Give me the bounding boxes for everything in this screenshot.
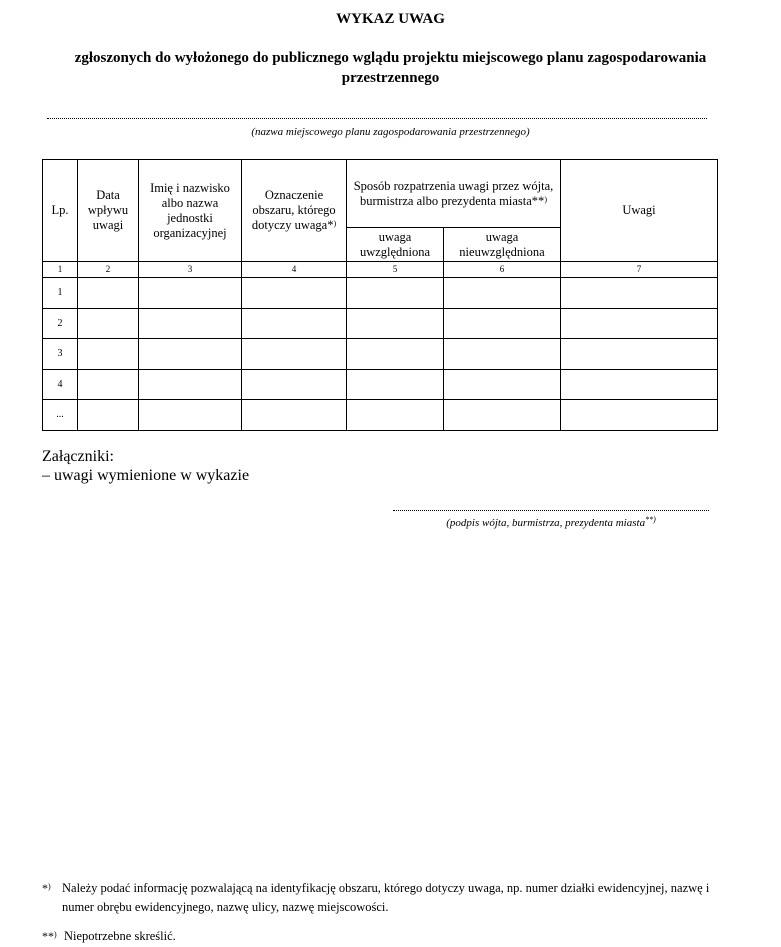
header-oznaczenie-text: Oznaczenie obszaru, którego dotyczy uwaga* xyxy=(251,188,336,232)
column-number: 4 xyxy=(242,262,347,278)
footnote-2-text: Niepotrzebne skreślić. xyxy=(64,929,176,943)
signature-caption-text: (podpis wójta, burmistrza, prezydenta miasta xyxy=(446,517,646,529)
attachments-label: Załączniki: xyxy=(42,448,114,465)
empty-cell xyxy=(78,278,139,309)
table-row xyxy=(43,339,718,370)
footnote-1-mark-sup: ) xyxy=(48,882,51,891)
document-subtitle: zgłoszonych do wyłożonego do publicznego wglądu projektu miejscowego planu zagospodarowania przestrzennego xyxy=(74,50,707,86)
plan-name-dotted-line xyxy=(47,118,707,119)
attachments-item: – uwagi wymienione w wykazie xyxy=(42,467,250,484)
header-uwzgledniona: uwaga uwzględniona xyxy=(347,228,444,262)
empty-cell xyxy=(561,278,718,309)
remarks-table xyxy=(42,159,718,431)
signature-footnote-mark: **) xyxy=(645,515,656,524)
signature-caption xyxy=(393,517,709,529)
table-row xyxy=(43,369,718,400)
empty-cell xyxy=(78,400,139,431)
empty-cell xyxy=(139,400,242,431)
empty-cell xyxy=(347,339,444,370)
empty-cell xyxy=(347,278,444,309)
column-number: 6 xyxy=(444,262,561,278)
empty-cell xyxy=(444,308,561,339)
empty-cell xyxy=(139,339,242,370)
footnote-1 xyxy=(42,879,732,917)
footnote-2-mark xyxy=(42,927,57,946)
header-uwagi: Uwagi xyxy=(561,160,718,262)
header-oznaczenie-footnote-mark: ) xyxy=(333,219,337,228)
empty-cell xyxy=(78,369,139,400)
empty-cell xyxy=(139,308,242,339)
signature-dotted-line xyxy=(393,510,709,511)
empty-cell xyxy=(444,278,561,309)
empty-cell xyxy=(444,339,561,370)
empty-cell xyxy=(444,400,561,431)
empty-cell xyxy=(561,400,718,431)
attachments-section xyxy=(42,447,249,485)
table-row xyxy=(43,400,718,431)
footnote-1-mark xyxy=(42,879,51,898)
header-sposob-rozpatrzenia xyxy=(347,160,561,228)
header-sposob-text: Sposób rozpatrzenia uwagi przez wójta, burmistrza albo prezydenta miasta** xyxy=(353,178,554,208)
header-data-wplywu: Data wpływu uwagi xyxy=(78,160,139,262)
table-header-row xyxy=(43,160,718,228)
footnote-2-mark-sup: ) xyxy=(54,930,57,939)
empty-cell xyxy=(242,308,347,339)
footnote-1-text: Należy podać informację pozwalającą na identyfikację obszaru, którego dotyczy uwaga, np. numer działki ewidencyjnej, nazwę i numer obrębu ewidencyjnego, nazwę ulicy, nazwę miejscowości. xyxy=(62,881,710,914)
table-row xyxy=(43,278,718,309)
column-number: 5 xyxy=(347,262,444,278)
header-oznaczenie-obszaru xyxy=(242,160,347,262)
row-number: 1 xyxy=(43,278,78,309)
row-number: ... xyxy=(43,400,78,431)
header-sposob-footnote-mark: ) xyxy=(544,194,547,204)
footnote-1-mark-text: * xyxy=(42,881,48,895)
plan-name-caption: (nazwa miejscowego planu zagospodarowania przestrzennego) xyxy=(251,126,530,138)
empty-cell xyxy=(78,339,139,370)
header-nieuwzgledniona: uwaga nieuwzględniona xyxy=(444,228,561,262)
table-row xyxy=(43,308,718,339)
row-number: 3 xyxy=(43,339,78,370)
header-lp: Lp. xyxy=(43,160,78,262)
empty-cell xyxy=(561,369,718,400)
row-number: 4 xyxy=(43,369,78,400)
empty-cell xyxy=(242,278,347,309)
empty-cell xyxy=(347,400,444,431)
row-number: 2 xyxy=(43,308,78,339)
empty-cell xyxy=(242,339,347,370)
empty-cell xyxy=(139,278,242,309)
footnote-2-mark-text: ** xyxy=(42,929,54,943)
column-number: 2 xyxy=(78,262,139,278)
empty-cell xyxy=(444,369,561,400)
column-number: 3 xyxy=(139,262,242,278)
empty-cell xyxy=(561,339,718,370)
empty-cell xyxy=(347,308,444,339)
empty-cell xyxy=(242,400,347,431)
empty-cell xyxy=(347,369,444,400)
column-number: 1 xyxy=(43,262,78,278)
header-imie-nazwisko: Imię i nazwisko albo nazwa jednostki organizacyjnej xyxy=(139,160,242,262)
column-number: 7 xyxy=(561,262,718,278)
column-number-row xyxy=(43,262,718,278)
document-title: WYKAZ UWAG xyxy=(336,11,445,27)
empty-cell xyxy=(139,369,242,400)
footnote-2 xyxy=(42,927,732,946)
empty-cell xyxy=(242,369,347,400)
empty-cell xyxy=(78,308,139,339)
empty-cell xyxy=(561,308,718,339)
